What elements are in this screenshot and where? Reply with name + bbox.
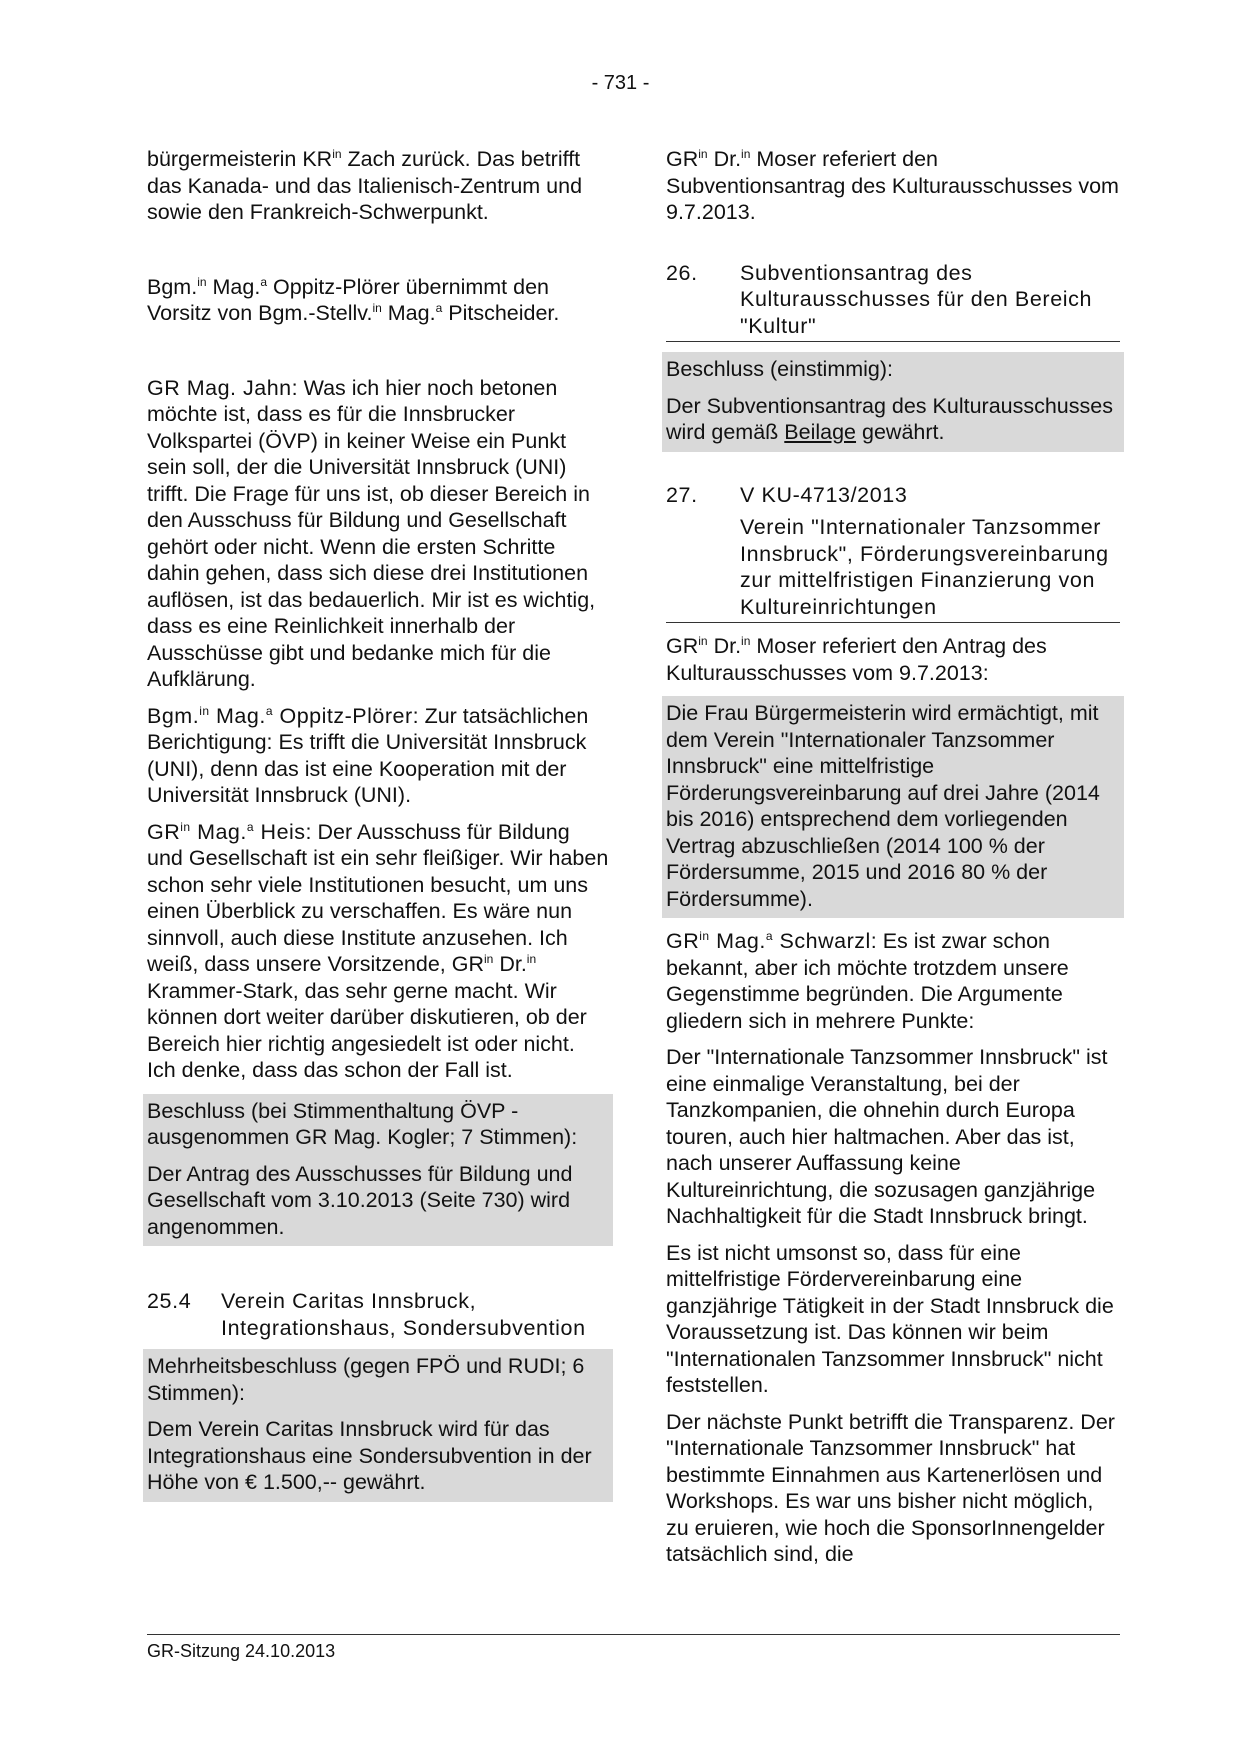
resolution-text: Die Frau Bürgermeisterin wird ermächtigt, mit dem Verein "Internationaler Tanzsommer Innsbruck" eine mittelfristige Förderungsvereinbarung auf drei Jahre (2014 bis 2016) entsprechend dem vorliegenden Vertrag abzuschließen (2014 100 % der Fördersumme, 2015 und 2016 80 % der Fördersumme). — [666, 701, 1100, 911]
resolution-heading: Mehrheitsbeschluss (gegen FPÖ und RUDI; 6 Stimmen): — [147, 1354, 585, 1405]
paragraph: GR Mag. Jahn: Was ich hier noch betonen möchte ist, dass es für die Innsbrucker Volkspartei (ÖVP) in keiner Weise ein Punkt sein soll, der die Universität Innsbruck (UNI) trifft. Die Frage für uns ist, ob dieser Bereich in den Ausschuss für Bildung und Gesellschaft gehört oder nicht. Wenn die ersten Schritte dahin gehen, dass sich diese drei Institutionen auflösen, ist das bedauerlich. Mir ist es wichtig, dass es eine Reinlichkeit innerhalb der Ausschüsse gibt und bedanke mich für die Aufklärung. — [147, 375, 596, 691]
paragraph: Bgm.$^{in}$ Mag.$^a$ Oppitz-Plörer übernimmt den Vorsitz von Bgm.-Stellv.$^{in}$ Mag.$^a$ Pitscheider. — [147, 274, 560, 325]
resolution-box — [143, 1349, 613, 1502]
right-column — [666, 146, 1120, 1578]
beilage-link[interactable]: Beilage — [784, 420, 857, 444]
resolution-heading: Beschluss (bei Stimmenthaltung ÖVP - ausgenommen GR Mag. Kogler; 7 Stimmen): — [147, 1098, 578, 1149]
resolution-box — [143, 1094, 613, 1247]
resolution-text: Der Subventionsantrag des Kulturausschusses wird gemäß Beilage gewährt. — [666, 393, 1113, 444]
resolution-text: Dem Verein Caritas Innsbruck wird für das Integrationshaus eine Sondersubvention in der Höhe von € 1.500,-- gewährt. — [147, 1417, 592, 1494]
paragraph: Der nächste Punkt betrifft die Transparenz. Der "Internationale Tanzsommer Innsbruck" hat bestimmte Einnahmen aus Kartenerlösen und Workshops. Es war uns bisher nicht möglich, zu eruieren, wie hoch die SponsorInnengelder tatsächlich sind, die — [666, 1409, 1115, 1566]
resolution-box — [662, 352, 1124, 452]
paragraph: Der "Internationale Tanzsommer Innsbruck" ist eine einmalige Veranstaltung, bei der Tanzkompanien, die ohnehin durch Europa touren, auch hier haltmachen. Aber das ist, nach unserer Auffassung keine Kultureinrichtung, die sozusagen ganzjährige Nachhaltigkeit für die Stadt Innsbruck bringt. — [666, 1045, 1108, 1228]
page-number: - 731 - — [591, 72, 650, 94]
left-column — [147, 146, 609, 1502]
paragraph: Es ist nicht umsonst so, dass für eine mittelfristige Fördervereinbarung eine ganzjährige Tätigkeit in der Stadt Innsbruck die Voraussetzung ist. Das können wir beim "Internationalen Tanzsommer Innsbruck" nicht feststellen. — [666, 1240, 1114, 1397]
section-heading-title: Verein "Internationaler Tanzsommer Innsbruck", Förderungsvereinbarung zur mittelfristigen Finanzierung von Kultureinrichtungen — [666, 508, 1120, 623]
footer: GR-Sitzung 24.10.2013 — [147, 1634, 1120, 1662]
section-heading: 25.4 Verein Caritas Innsbruck, Integrationshaus, Sondersubvention — [147, 1289, 586, 1340]
section-heading: 26. Subventionsantrag des Kulturausschusses für den Bereich "Kultur" — [666, 260, 1120, 343]
paragraph: bürgermeisterin $KR^{in}$ Zach zurück. Das betrifft das Kanada- und das Italienisch-Zentrum und sowie den Frankreich-Schwerpunkt. — [147, 146, 583, 224]
paragraph: Bgm.$^{in}$ Mag.$^a$ Oppitz-Plörer: Zur tatsächlichen Berichtigung: Es trifft die Universität Innsbruck (UNI), denn das ist eine Kooperation mit der Universität Innsbruck (UNI). — [147, 703, 589, 807]
resolution-heading: Beschluss (einstimmig): — [666, 357, 893, 381]
resolution-text: Der Antrag des Ausschusses für Bildung und Gesellschaft vom 3.10.2013 (Seite 730) wird angenommen. — [147, 1161, 573, 1239]
paragraph: $GR^{in}$ Mag.$^a$ Schwarzl: Es ist zwar schon bekannt, aber ich möchte trotzdem unsere Gegenstimme begründen. Die Argumente gliedern sich in mehrere Punkte: — [666, 928, 1069, 1033]
section-heading: 27. V KU-4713/2013 — [666, 482, 908, 507]
paragraph: $GR^{in}$ Mag.$^a$ Heis: Der Ausschuss für Bildung und Gesellschaft ist ein sehr fleißiger. Wir haben schon sehr viele Institutionen besucht, um uns einen Überblick zu verschaffen. Es wäre nun sinnvoll, auch diese Institute anzusehen. Ich weiß, dass unsere Vorsitzende, $GR^{in}$ Dr.$^{in}$ Krammer-Stark, das sehr gerne macht. Wir können dort weiter darüber diskutieren, ob der Bereich hier richtig angesiedelt ist oder nicht. Ich denke, dass das schon der Fall ist. — [147, 819, 609, 1082]
paragraph: $GR^{in}$ Dr.$^{in}$ Moser referiert den Subventionsantrag des Kulturausschusses vom 9.7.2013. — [666, 146, 1119, 224]
paragraph: $GR^{in}$ Dr.$^{in}$ Moser referiert den Antrag des Kulturausschusses vom 9.7.2013: — [666, 633, 1047, 685]
resolution-box — [662, 696, 1124, 918]
